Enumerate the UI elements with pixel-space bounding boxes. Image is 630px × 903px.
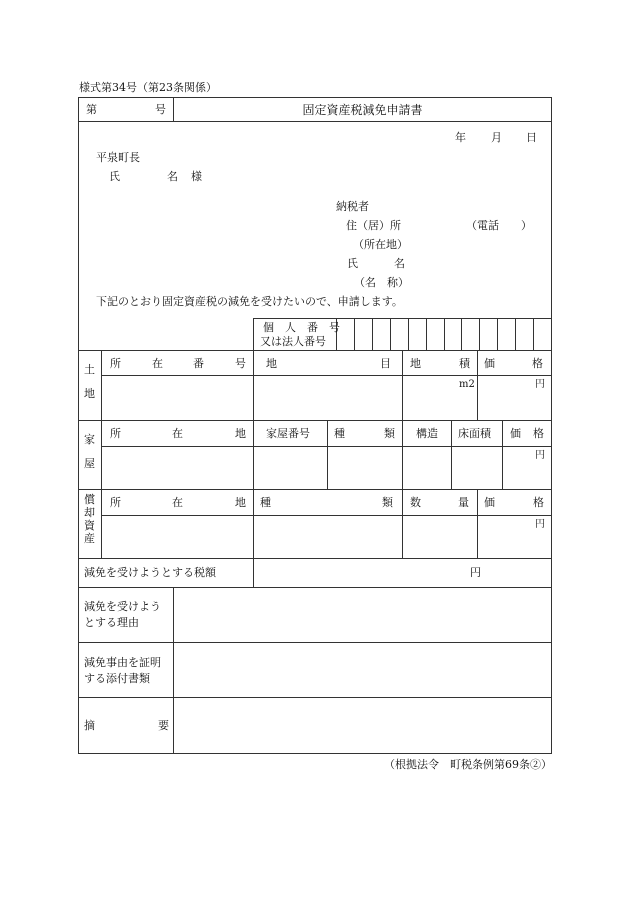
statement: 下記のとおり固定資産税の減免を受けたいので、申請します。 xyxy=(96,295,403,308)
attachments-label: 減免事由を証明 xyxy=(84,656,161,669)
taxpayer-location-label: （所在地） xyxy=(353,238,408,251)
form-title: 固定資産税減免申請書 xyxy=(302,103,423,117)
remarks-label: 摘 xyxy=(84,719,95,732)
id-digit-divider xyxy=(408,318,409,350)
reason-field[interactable] xyxy=(174,588,551,641)
house-floor-header: 床面積 xyxy=(458,427,491,440)
addressee-shi: 氏 xyxy=(109,170,120,183)
divider xyxy=(253,350,254,420)
depreciable-location-header: 地 xyxy=(235,496,246,509)
id-digit-divider xyxy=(372,318,373,350)
land-side-label: 土 xyxy=(84,363,95,376)
land-location-header: 所 xyxy=(110,357,121,370)
divider xyxy=(502,420,503,489)
depreciable-side-label: 資 xyxy=(84,519,95,532)
divider xyxy=(101,375,552,376)
divider xyxy=(253,318,254,350)
id-digit-divider xyxy=(533,318,534,350)
id-digit-divider xyxy=(426,318,427,350)
id-digit-divider xyxy=(497,318,498,350)
id-digit-divider xyxy=(444,318,445,350)
divider xyxy=(402,350,403,420)
house-location-header: 地 xyxy=(235,427,246,440)
land-area-header-2: 積 xyxy=(459,357,470,370)
id-number-label: 個 人 番 号 xyxy=(263,321,340,334)
land-price-unit: 円 xyxy=(535,379,545,390)
land-chimoku-header: 地 xyxy=(266,357,277,370)
land-location-header: 番 xyxy=(193,357,204,370)
house-price-header: 価 xyxy=(510,427,521,440)
depreciable-location-header: 在 xyxy=(172,496,183,509)
house-structure-header: 構造 xyxy=(416,427,438,440)
remarks-label-2: 要 xyxy=(158,719,169,732)
taxpayer-name-shi: 氏 xyxy=(347,257,358,270)
divider xyxy=(78,420,552,421)
id-digit-divider xyxy=(390,318,391,350)
divider xyxy=(253,489,254,558)
date-year: 年 xyxy=(455,131,466,144)
depreciable-kind-header-2: 類 xyxy=(382,496,393,509)
divider xyxy=(78,121,552,122)
addressee-mei: 名 xyxy=(167,170,178,183)
remarks-field[interactable] xyxy=(174,698,551,753)
house-side-label: 家 xyxy=(84,433,95,446)
date-day: 日 xyxy=(526,131,537,144)
date-month: 月 xyxy=(491,131,502,144)
depreciable-qty-header: 数 xyxy=(410,496,421,509)
house-location-header: 在 xyxy=(172,427,183,440)
house-kind-header-2: 類 xyxy=(384,427,395,440)
divider xyxy=(477,350,478,420)
form-number-prefix: 第 xyxy=(86,103,97,116)
attachments-field[interactable] xyxy=(174,643,551,696)
id-digit-divider xyxy=(354,318,355,350)
divider xyxy=(253,318,552,319)
house-side-label-2: 屋 xyxy=(84,457,95,470)
depreciable-kind-header: 種 xyxy=(260,496,271,509)
form-label: 様式第34号（第23条関係） xyxy=(79,81,217,94)
taxpayer-label: 納税者 xyxy=(336,200,369,213)
addressee-sama: 様 xyxy=(191,170,202,183)
divider xyxy=(402,420,403,489)
house-kind-header: 種 xyxy=(334,427,345,440)
divider xyxy=(78,350,552,351)
divider xyxy=(253,420,254,489)
reduction-amount-label: 減免を受けようとする税額 xyxy=(84,566,216,579)
id-digit-divider xyxy=(479,318,480,350)
taxpayer-name-mei: 名 xyxy=(394,257,405,270)
depreciable-price-unit: 円 xyxy=(535,519,545,530)
id-number-label-2: 又は法人番号 xyxy=(260,335,326,348)
depreciable-price-header: 価 xyxy=(484,496,495,509)
divider xyxy=(451,420,452,489)
reduction-amount-field[interactable] xyxy=(254,559,464,586)
land-price-header: 価 xyxy=(484,357,495,370)
form-number-suffix: 号 xyxy=(155,103,166,116)
land-location-header: 号 xyxy=(235,357,246,370)
legal-basis-note: （根拠法令 町税条例第69条②） xyxy=(384,758,552,771)
house-location-header: 所 xyxy=(110,427,121,440)
attachments-label-2: する添付書類 xyxy=(84,672,150,685)
id-digit-divider xyxy=(515,318,516,350)
house-price-unit: 円 xyxy=(535,450,545,461)
divider xyxy=(78,489,552,490)
divider xyxy=(101,515,552,516)
depreciable-location-header: 所 xyxy=(110,496,121,509)
reason-label: 減免を受けよう xyxy=(84,600,161,613)
land-side-label-2: 地 xyxy=(84,387,95,400)
house-number-header: 家屋番号 xyxy=(266,427,310,440)
reduction-amount-unit: 円 xyxy=(470,566,481,579)
depreciable-side-label: 却 xyxy=(84,506,95,519)
divider xyxy=(101,350,102,558)
divider xyxy=(402,489,403,558)
depreciable-price-header-2: 格 xyxy=(533,496,544,509)
id-digit-divider xyxy=(461,318,462,350)
reason-label-2: とする理由 xyxy=(84,616,139,629)
land-area-unit: m2 xyxy=(459,379,475,390)
house-price-header-2: 格 xyxy=(533,427,544,440)
taxpayer-address-label: 住（居）所 xyxy=(346,219,401,232)
land-price-header-2: 格 xyxy=(532,357,543,370)
land-chimoku-header-2: 目 xyxy=(380,357,391,370)
divider xyxy=(477,489,478,558)
land-location-header: 在 xyxy=(152,357,163,370)
taxpayer-name-alt: （名 称） xyxy=(354,276,409,289)
addressee-mayor: 平泉町長 xyxy=(96,151,140,164)
depreciable-side-label: 産 xyxy=(84,532,95,545)
depreciable-side-label: 償 xyxy=(84,493,95,506)
taxpayer-phone-label: （電話 ） xyxy=(466,219,532,232)
depreciable-qty-header-2: 量 xyxy=(458,496,469,509)
land-area-header: 地 xyxy=(410,357,421,370)
divider xyxy=(327,420,328,489)
